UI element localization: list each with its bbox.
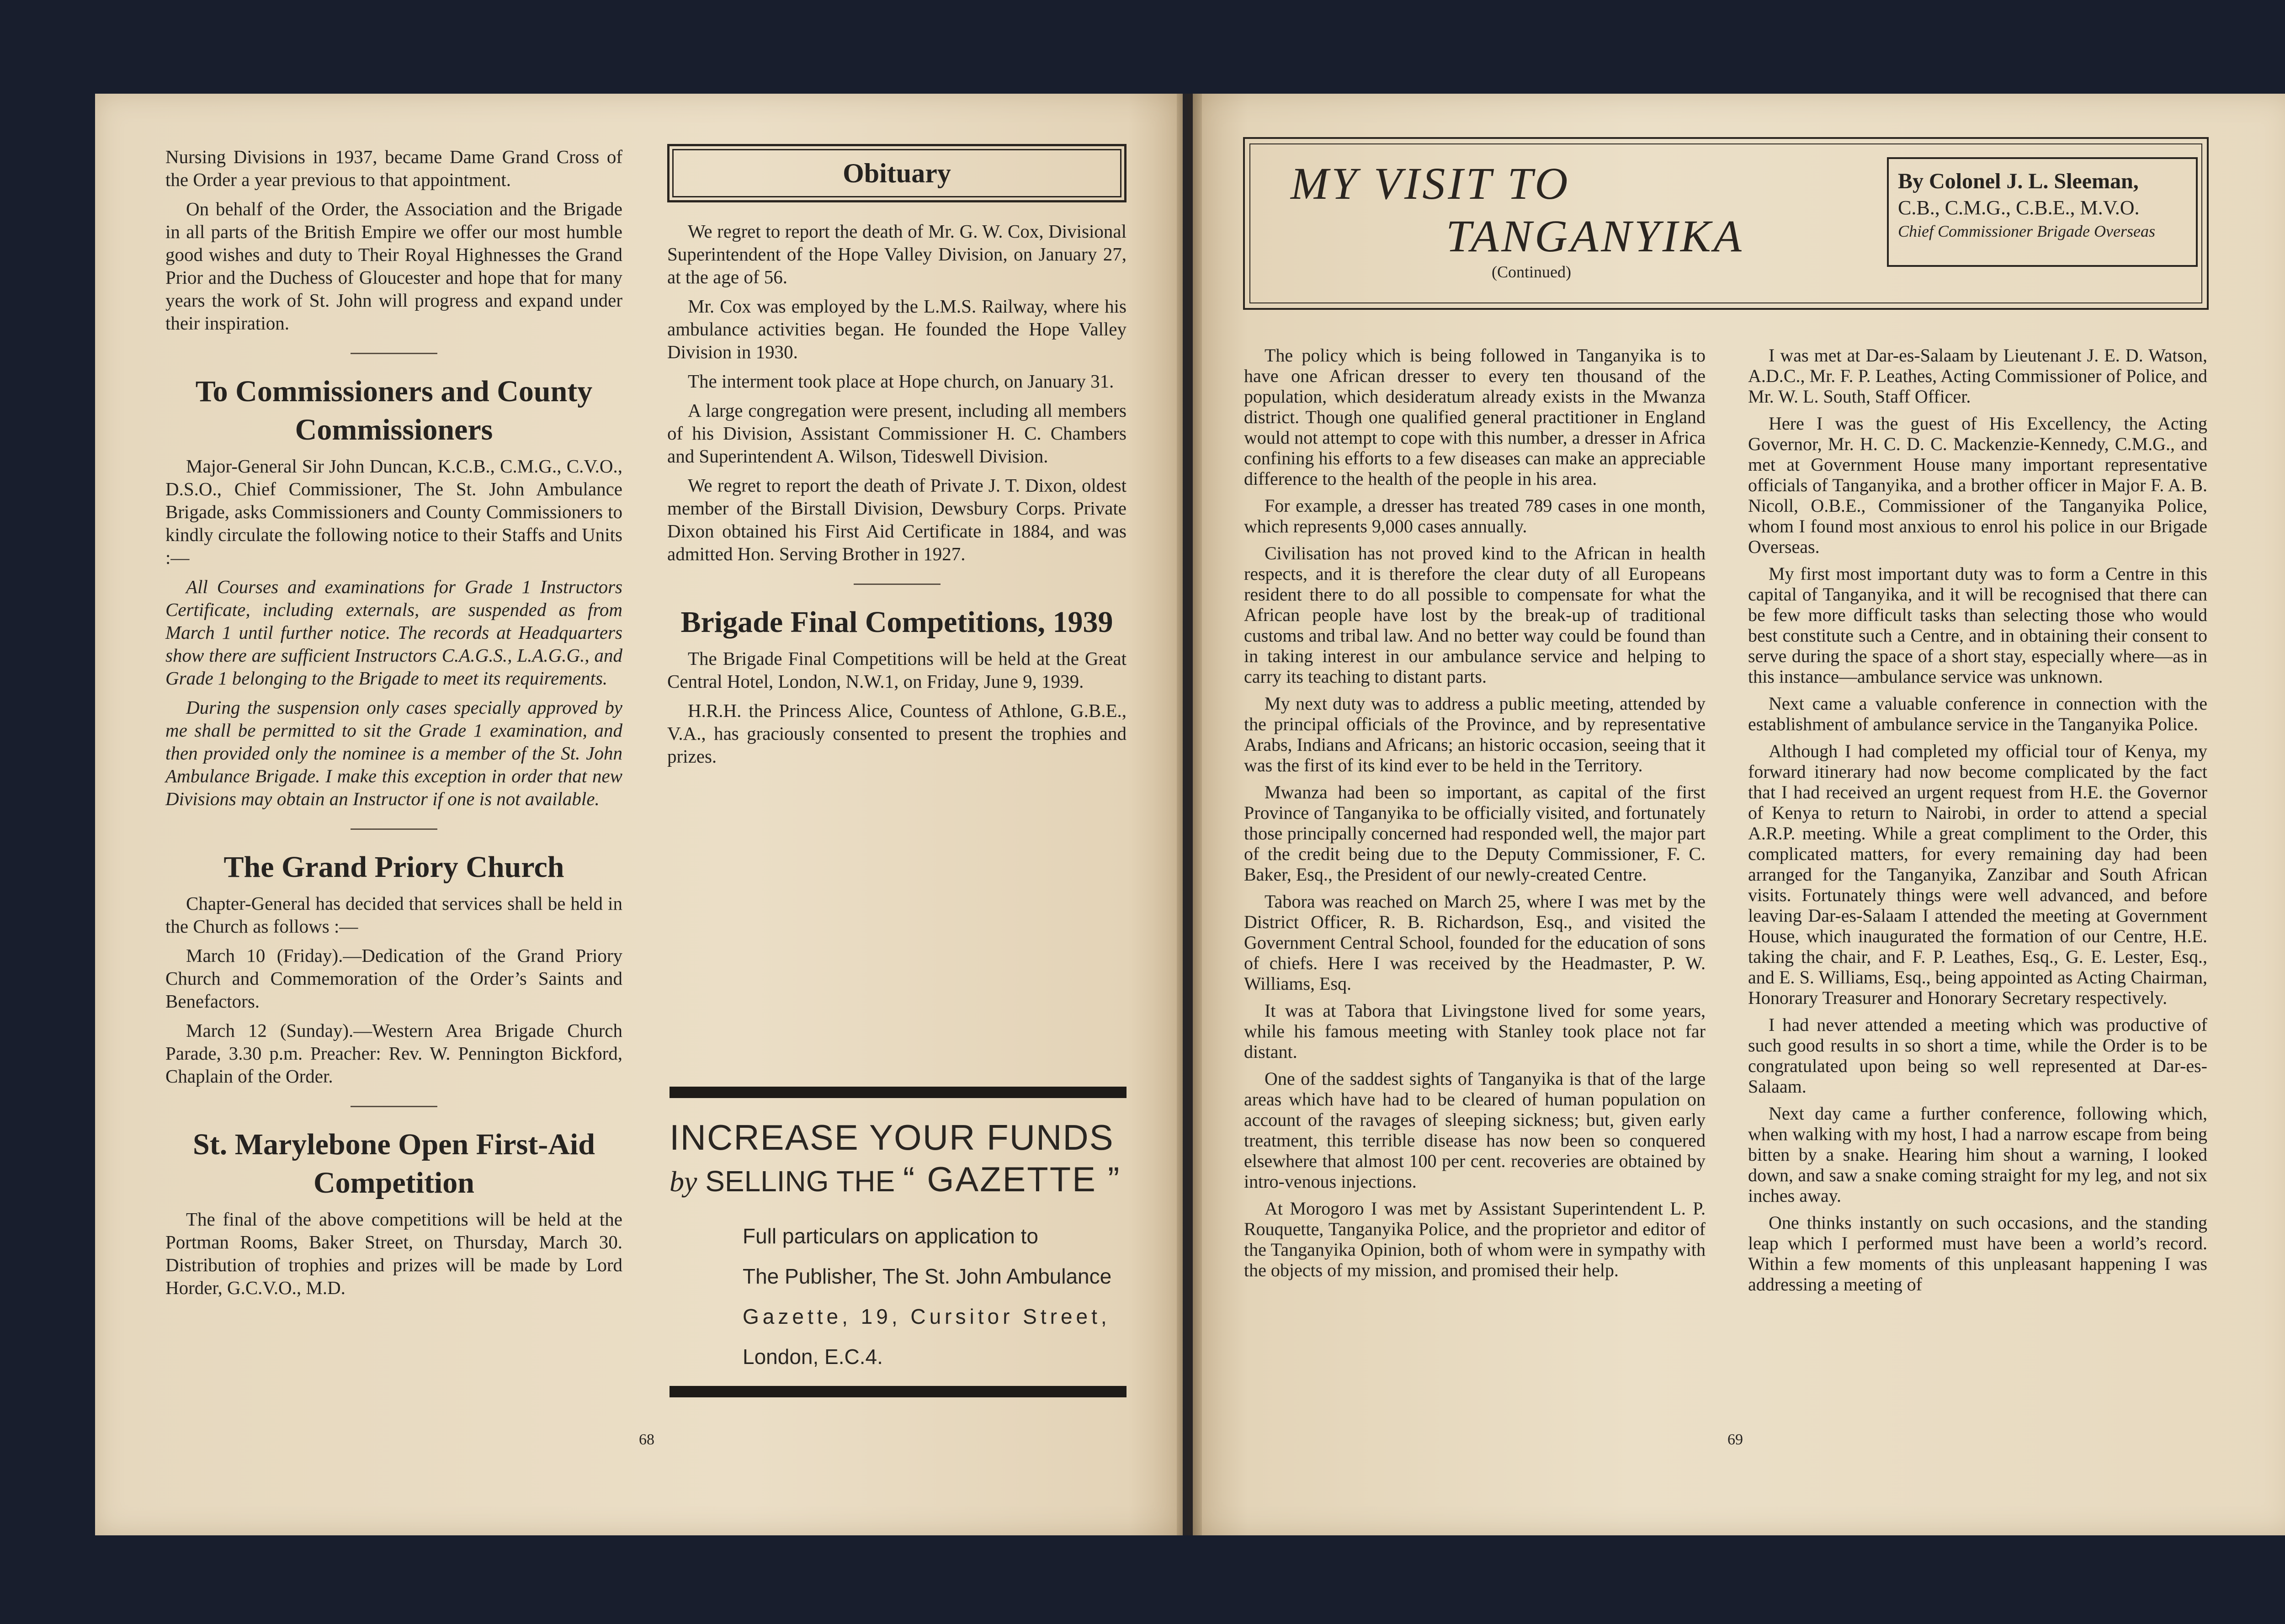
- article-paragraph: The policy which is being followed in Tanganyika is to have one African dresser to every ten thousand of the population, which desideratum already exists in the Mwanza district. Though one qualified general practitioner in England would not attempt to cope with this number, a dresser in Africa confining his efforts to a few diseases can make an appreciable difference to the health of the people in his area.: [1244, 345, 1706, 489]
- intro-paragraph-1: Nursing Divisions in 1937, became Dame Grand Cross of the Order a year previous to that appointment.: [165, 146, 622, 190]
- priory-heading: The Grand Priory Church: [223, 850, 564, 884]
- finals-paragraph-1: The Brigade Final Competitions will be held at the Great Central Hotel, London, N.W.1, on Friday, June 9, 1939.: [667, 648, 1127, 692]
- book-gutter: [1177, 94, 1202, 1535]
- article-paragraph: I was met at Dar-es-Salaam by Lieutenant J. E. D. Watson, A.D.C., Mr. F. P. Leathes, Acting Commissioner of Police, and Mr. W. L. South, Staff Officer.: [1748, 345, 2207, 407]
- article-paragraph: Mwanza had been so important, as capital of the first Province of Tanganyika to be officially visited, and fortunately those principally concerned had responded well, the major part of the credit being due to the Deputy Commissioner, F. C. Baker, Esq., the President of our newly-created Centre.: [1244, 782, 1706, 885]
- advert-title: INCREASE YOUR FUNDS: [670, 1117, 1114, 1157]
- marylebone-paragraph: The final of the above competitions will be held at the Portman Rooms, Baker Street, on Thursday, March 30. Distribution of trophies and prizes will be made by Lord Horder, G.C.V.O., M.D.: [165, 1209, 622, 1298]
- obituary-paragraph-1: We regret to report the death of Mr. G. W. Cox, Divisional Superintendent of the Hope Valley Division, on January 27, at the age of 56.: [667, 221, 1127, 287]
- byline-role: Chief Commissioner Brigade Overseas: [1898, 222, 2155, 240]
- article-paragraph: One thinks instantly on such occasions, and the standing leap which I performed must have been a world’s record. Within a few moments of this unpleasant happening I was addressing a meeting of: [1748, 1212, 2207, 1295]
- obituary-heading: Obituary: [672, 149, 1121, 197]
- page-number-left: 68: [639, 1431, 654, 1448]
- article-paragraph: At Morogoro I was met by Assistant Superintendent L. P. Rouquette, Tanganyika Police, and the proprietor and editor of the Tanganyika Opinion, both of whom were in sympathy with the objects of my mission, and promised their help.: [1244, 1198, 1706, 1280]
- section-divider: [351, 353, 437, 354]
- article-paragraph: Civilisation has not proved kind to the African in health respects, and it is therefore the clear duty of all Europeans resident there to do all possible to compensate for what the African people have lost by the break-up of traditional customs and tribal law. And no better way could be found than in taking interest in our ambulance service and helping to carry its teaching to distant parts.: [1244, 543, 1706, 687]
- advert-top-bar: [670, 1087, 1127, 1098]
- advert-line-2: The Publisher, The St. John Ambulance: [743, 1264, 1112, 1288]
- byline-honours: C.B., C.M.G., C.B.E., M.V.O.: [1898, 196, 2140, 219]
- advert-bottom-bar: [670, 1386, 1127, 1397]
- advert-line-4: London, E.C.4.: [743, 1345, 883, 1369]
- priory-paragraph-1: Chapter-General has decided that services shall be held in the Church as follows :—: [165, 893, 622, 937]
- commissioners-paragraph: Major-General Sir John Duncan, K.C.B., C.M.G., C.V.O., D.S.O., Chief Commissioner, The St. John Ambulance Brigade, asks Commissioners and County Commissioners to kindly circulate the following notice to their Staffs and Units :—: [165, 456, 622, 568]
- article-paragraph: My first most important duty was to form a Centre in this capital of Tanganyika, and it will be recognised that there can be few more difficult tasks than selecting those who would best constitute such a Centre, and in obtaining their consent to serve during the space of a short stay, especially where—as in this instance—ambulance service was unknown.: [1748, 563, 2207, 687]
- article-title-line-1: MY VISIT TO: [1291, 158, 1571, 209]
- advert-by: by: [670, 1165, 697, 1198]
- article-paragraph: Although I had completed my official tour of Kenya, my forward itinerary had now become complicated by the fact that I had received an urgent request from H.E. the Governor of Kenya to return to Nairobi, in order to attend a special A.R.P. meeting. While a great compliment to the Order, this complicated matters, for every remaining day had been arranged for the Tanganyika, Zanzibar and South African visits. Fortunately things were well advanced, and before leaving Dar-es-Salaam I attended the meeting at Government House, which inaugurated the formation of our Centre, H.E. taking the chair, and F. P. Leathes, Esq., G. E. Lester, Esq., and E. S. Williams, Esq., being appointed as Acting Chairman, Honorary Treasurer and Honorary Secretary respectively.: [1748, 741, 2207, 1008]
- article-paragraph: I had never attended a meeting which was productive of such good results in so short a time, while the Order is to be congratulated upon being so well represented at Dar-es-Salaam.: [1748, 1014, 2207, 1097]
- priory-paragraph-3: March 12 (Sunday).—Western Area Brigade Church Parade, 3.30 p.m. Preacher: Rev. W. Pennington Bickford, Chaplain of the Order.: [165, 1020, 622, 1087]
- gazette-advert: [670, 1069, 1127, 1415]
- article-paragraph: Tabora was reached on March 25, where I was met by the District Officer, R. B. Richardson, Esq., and visited the Government Central School, founded for the education of sons of chiefs. Here I was received by the Headmaster, P. W. Williams, Esq.: [1244, 891, 1706, 994]
- marylebone-heading: St. Marylebone Open First-Aid Competition: [193, 1128, 595, 1199]
- obituary-paragraph-3: The interment took place at Hope church, on January 31.: [688, 371, 1114, 392]
- right-column-2: [1748, 345, 2207, 1301]
- article-paragraph: For example, a dresser has treated 789 cases in one month, which represents 9,000 cases annually.: [1244, 495, 1706, 536]
- advert-selling: SELLING THE: [705, 1165, 895, 1198]
- intro-paragraph-2: On behalf of the Order, the Association and the Brigade in all parts of the British Empire we offer our most humble good wishes and duty to Their Royal Highnesses the Grand Prior and the Duchess of Gloucester and hope that for many years the work of St. John will progress and expand under their inspiration.: [165, 198, 622, 334]
- article-title-frame: [1243, 137, 2209, 310]
- advert-body: [743, 1216, 1127, 1377]
- section-divider: [854, 584, 941, 585]
- obituary-paragraph-2: Mr. Cox was employed by the L.M.S. Railway, where his ambulance activities began. He founded the Hope Valley Division in 1930.: [667, 296, 1127, 362]
- left-column-1: [165, 145, 622, 1306]
- advert-subtitle: [670, 1159, 1127, 1202]
- article-title-line-2: TANGANYIKA: [1446, 211, 1744, 261]
- finals-paragraph-2: H.R.H. the Princess Alice, Countess of Athlone, G.B.E., V.A., has graciously consented to present the trophies and prizes.: [667, 700, 1127, 767]
- commissioners-heading: To Commissioners and County Commissioners: [195, 375, 593, 446]
- notice-paragraph-1: All Courses and examinations for Grade 1 Instructors Certificate, including externals, are suspended as from March 1 until further notice. The records at Headquarters show there are sufficient Instructors C.A.G.S., L.A.G.G., and Grade 1 belonging to the Brigade to meet its requirements.: [165, 576, 622, 689]
- obituary-heading-box: [667, 144, 1127, 202]
- article-paragraph: My next duty was to address a public meeting, attended by the principal officials of the Province, and by representative Arabs, Indians and Africans; an historic occasion, seeing that it was the first of its kind ever to be held in the Territory.: [1244, 693, 1706, 775]
- notice-paragraph-2: During the suspension only cases specially approved by me shall be permitted to sit the Grade 1 examination, and then provided only the nominee is a member of the St. John Ambulance Brigade. I make this exception in order that new Divisions may obtain an Instructor if one is not available.: [165, 697, 622, 809]
- left-column-2: [667, 144, 1127, 774]
- section-divider: [351, 1106, 437, 1107]
- right-column-1: [1244, 345, 1706, 1287]
- article-paragraph: Next came a valuable conference in connection with the establishment of ambulance service in the Tanganyika Police.: [1748, 693, 2207, 734]
- section-divider: [351, 828, 437, 830]
- advert-line-3: Gazette, 19, Cursitor Street,: [743, 1305, 1111, 1328]
- advert-line-1: Full particulars on application to: [743, 1224, 1038, 1248]
- article-paragraph: Here I was the guest of His Excellency, the Acting Governor, Mr. H. C. D. C. Mackenzie-Kennedy, C.M.G., and met at Government House many important representative officials of Tanganyika, and a brother officer in Major F. A. B. Nicoll, O.B.E., Commissioner of the Tanganyika Police, whom I found most anxious to enrol his police in our Brigade Overseas.: [1748, 413, 2207, 557]
- article-paragraph: One of the saddest sights of Tanganyika is that of the large areas which have had to be cleared of human population on account of the ravages of sleeping sickness; but, given early treatment, this terrible disease has now been so conquered elsewhere that almost 100 per cent. recoveries are obtained by intro-venous injections.: [1244, 1068, 1706, 1192]
- finals-heading: Brigade Final Competitions, 1939: [680, 605, 1113, 639]
- article-paragraph: Next day came a further conference, following which, when walking with my host, I had a narrow escape from being bitten by a snake. Hearing him shout a warning, I looked down, and saw a snake coming straight for my leg, and not six inches away.: [1748, 1103, 2207, 1206]
- continued-label: (Continued): [1492, 263, 1571, 281]
- obituary-paragraph-4: A large congregation were present, including all members of his Division, Assistant Commissioner H. C. Chambers and Superintendent A. Wilson, Tideswell Division.: [667, 400, 1127, 467]
- byline-box: [1887, 157, 2198, 267]
- priory-paragraph-2: March 10 (Friday).—Dedication of the Grand Priory Church and Commemoration of the Order’s Saints and Benefactors.: [165, 945, 622, 1012]
- page-number-right: 69: [1727, 1431, 1743, 1448]
- advert-gazette: “ GAZETTE ”: [903, 1160, 1121, 1199]
- article-paragraph: It was at Tabora that Livingstone lived for some years, while his famous meeting with Stanley took place not far distant.: [1244, 1000, 1706, 1062]
- obituary-paragraph-5: We regret to report the death of Private J. T. Dixon, oldest member of the Birstall Division, Dewsbury Corps. Private Dixon obtained his First Aid Certificate in 1884, and was admitted Hon. Serving Brother in 1927.: [667, 475, 1127, 564]
- byline-name: By Colonel J. L. Sleeman,: [1898, 169, 2139, 193]
